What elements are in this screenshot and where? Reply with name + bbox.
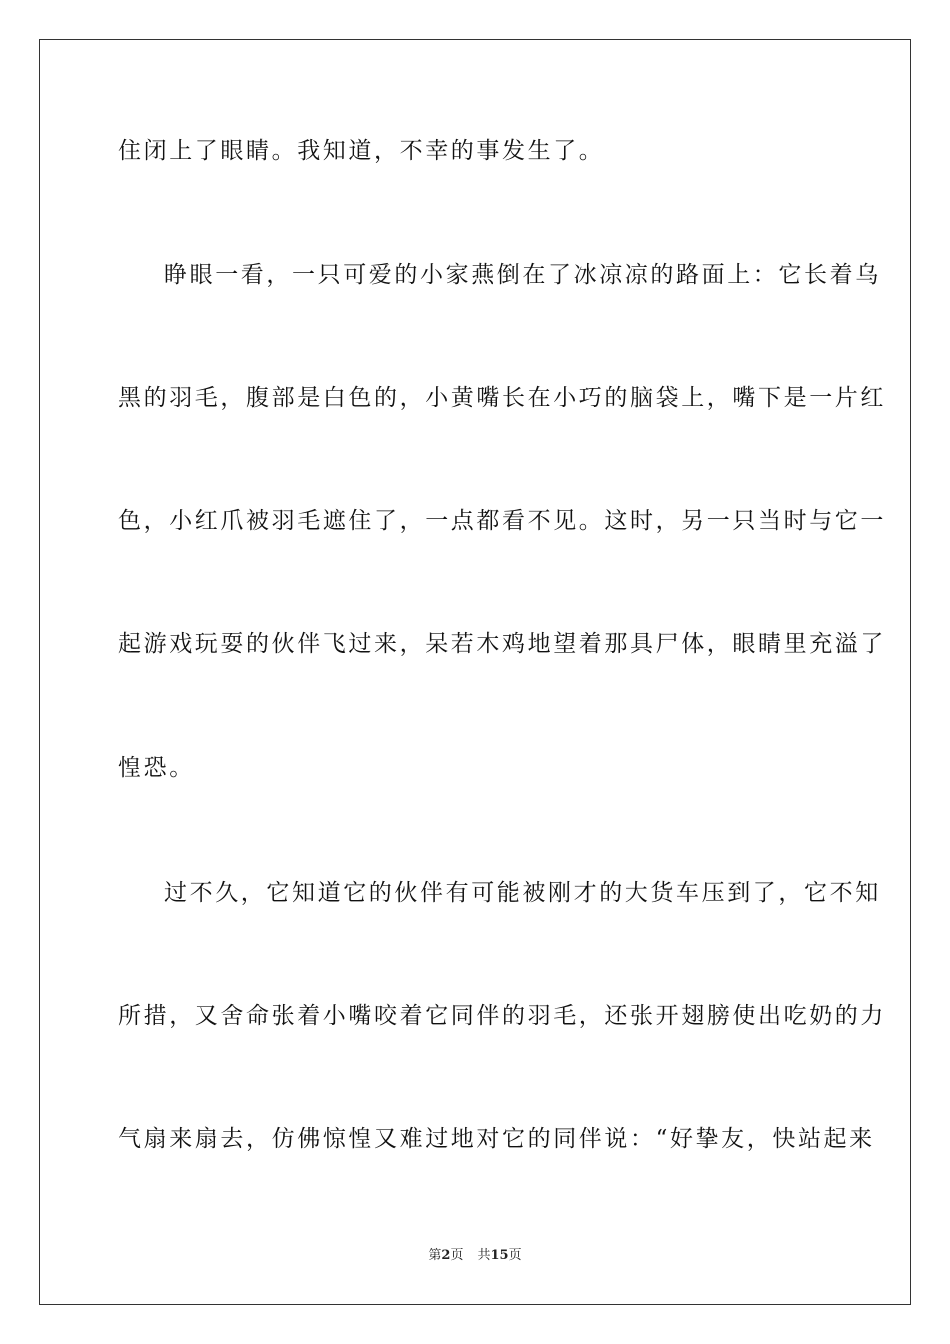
text-line: 惶恐。 — [118, 755, 195, 781]
page-number-label: 第2页 — [428, 1248, 464, 1263]
text-line: 黑的羽毛，腹部是白色的，小黄嘴长在小巧的脑袋上，嘴下是一片红 — [118, 385, 886, 411]
total-pages-label: 共15页 — [477, 1248, 522, 1263]
text-line: 过不久，它知道它的伙伴有可能被刚才的大货车压到了，它不知 — [164, 880, 881, 906]
text-line: 气扇来扇去，仿佛惊惶又难过地对它的同伴说：“好挚友，快站起来 — [118, 1126, 875, 1152]
text-line: 住闭上了眼睛。我知道，不幸的事发生了。 — [118, 138, 605, 164]
text-line: 色，小红爪被羽毛遮住了，一点都看不见。这时，另一只当时与它一 — [118, 508, 886, 534]
text-line: 所措，又舍命张着小嘴咬着它同伴的羽毛，还张开翅膀使出吃奶的力 — [118, 1003, 886, 1029]
text-line: 睁眼一看，一只可爱的小家燕倒在了冰凉凉的路面上：它长着乌 — [164, 262, 881, 288]
text-line: 起游戏玩耍的伙伴飞过来，呆若木鸡地望着那具尸体，眼睛里充溢了 — [118, 631, 886, 657]
page-border — [39, 39, 911, 1305]
page-footer — [0, 1247, 950, 1265]
